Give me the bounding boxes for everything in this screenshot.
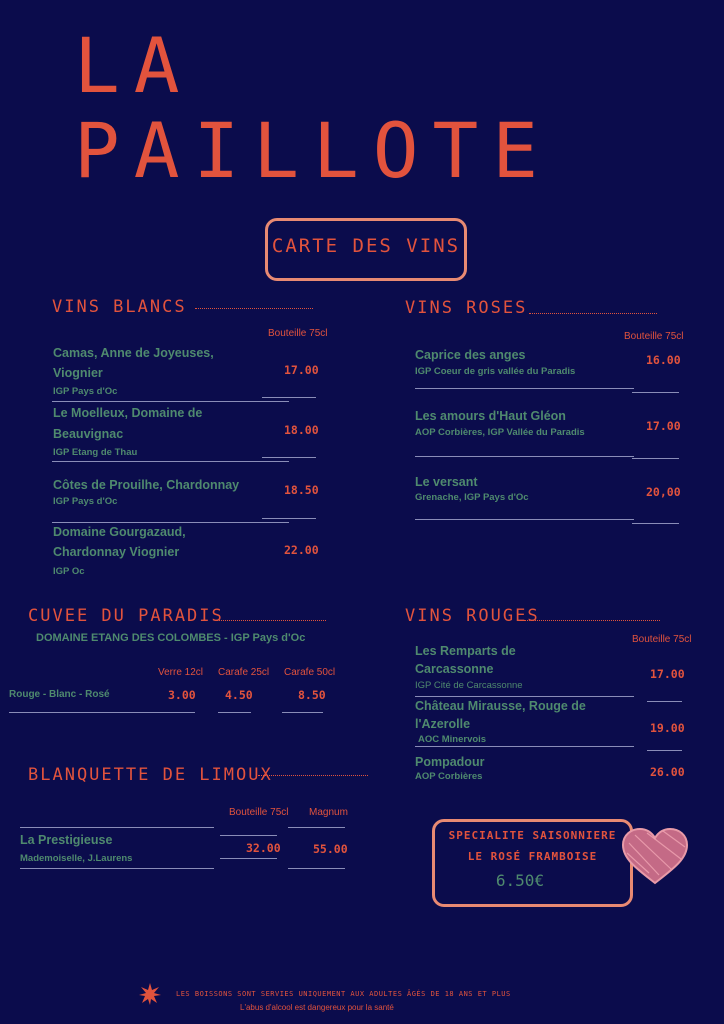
section-title-cuvee: CUVEE DU PARADIS xyxy=(28,606,224,626)
section-title-rouges: VINS ROUGES xyxy=(405,606,540,626)
footer-notice: LES BOISSONS SONT SERVIES UNIQUEMENT AUX ADULTES ÂGÉS DE 18 ANS ET PLUS xyxy=(176,990,511,998)
cuvee-domain: DOMAINE ETANG DES COLOMBES - IGP Pays d'Oc xyxy=(36,632,306,644)
price-rule xyxy=(218,712,251,713)
wine-appellation: IGP Oc xyxy=(53,566,85,577)
wine-appellation: IGP Etang de Thau xyxy=(53,447,138,458)
section-divider xyxy=(216,620,326,621)
wine-appellation: IGP Cité de Carcassonne xyxy=(415,680,523,691)
wine-price: 4.50 xyxy=(225,688,253,702)
wine-name: Les Remparts de xyxy=(415,644,516,658)
wine-name: Les amours d'Haut Gléon xyxy=(415,409,566,423)
wine-name: Viognier xyxy=(53,366,103,380)
special-title: SPECIALITE SAISONNIERE xyxy=(448,829,617,842)
wine-price: 16.00 xyxy=(646,353,681,367)
row-rule xyxy=(52,461,289,462)
price-rule xyxy=(632,523,679,524)
footer-warning: L'abus d'alcool est dangereux pour la santé xyxy=(240,1003,394,1012)
row-rule xyxy=(9,712,195,713)
wine-name: Chardonnay Viognier xyxy=(53,545,180,559)
column-header: Bouteille 75cl xyxy=(229,807,289,818)
row-rule xyxy=(52,401,289,402)
column-header: Magnum xyxy=(309,807,348,818)
wine-name: Le versant xyxy=(415,475,478,489)
price-rule xyxy=(262,397,316,398)
wine-appellation: IGP Pays d'Oc xyxy=(53,386,118,397)
section-divider xyxy=(258,775,368,776)
special-price: 6.50€ xyxy=(495,871,545,890)
price-rule xyxy=(632,458,679,459)
wine-appellation: AOC Minervois xyxy=(418,734,487,745)
special-wine: LE ROSÉ FRAMBOISE xyxy=(467,850,598,863)
wine-price: 55.00 xyxy=(313,842,348,856)
column-header: Bouteille 75cl xyxy=(632,634,692,645)
wine-name: Beauvignac xyxy=(53,427,124,441)
wine-price: 18.50 xyxy=(284,483,319,497)
wine-name: Le Moelleux, Domaine de xyxy=(53,406,203,420)
price-rule xyxy=(632,392,679,393)
wine-price: 8.50 xyxy=(298,688,326,702)
column-header: Carafe 25cl xyxy=(218,667,270,678)
row-rule xyxy=(415,746,634,747)
star-icon xyxy=(139,983,161,1005)
price-rule xyxy=(220,835,277,836)
row-rule xyxy=(20,868,214,869)
wine-price: 22.00 xyxy=(284,543,319,557)
row-rule xyxy=(415,519,634,520)
section-title-roses: VINS ROSES xyxy=(405,298,528,318)
wine-name: Pompadour xyxy=(415,755,485,769)
price-rule xyxy=(282,712,323,713)
price-rule xyxy=(647,701,682,702)
price-rule xyxy=(647,750,682,751)
row-rule xyxy=(415,456,634,457)
price-rule xyxy=(288,827,345,828)
column-header: Verre 12cl xyxy=(158,667,204,678)
section-divider xyxy=(529,313,657,314)
wine-name: Château Mirausse, Rouge de xyxy=(415,699,586,713)
wine-price: 19.00 xyxy=(650,721,685,735)
page-subtitle: CARTE DES VINS xyxy=(271,235,461,257)
row-rule xyxy=(20,827,214,828)
wine-name: Côtes de Prouilhe, Chardonnay xyxy=(53,478,240,492)
wine-name: Domaine Gourgazaud, xyxy=(53,525,186,539)
wine-name: Carcassonne xyxy=(415,662,494,676)
wine-price: 17.00 xyxy=(646,419,681,433)
row-rule xyxy=(415,388,634,389)
wine-appellation: Grenache, IGP Pays d'Oc xyxy=(415,492,529,503)
wine-appellation: Mademoiselle, J.Laurens xyxy=(20,853,133,864)
wine-name: La Prestigieuse xyxy=(20,833,113,847)
column-header: Carafe 50cl xyxy=(284,667,336,678)
section-divider xyxy=(524,620,660,621)
title-line2: PAILLOTE xyxy=(74,106,553,195)
wine-price: 20,00 xyxy=(646,485,681,499)
wine-name: Caprice des anges xyxy=(415,348,526,362)
wine-price: 32.00 xyxy=(246,841,281,855)
wine-appellation: AOP Corbières, IGP Vallée du Paradis xyxy=(415,427,585,438)
column-header: Bouteille 75cl xyxy=(268,328,328,339)
price-rule xyxy=(262,518,316,519)
wine-price: 18.00 xyxy=(284,423,319,437)
price-rule xyxy=(288,868,345,869)
price-rule xyxy=(220,858,277,859)
wine-price: 26.00 xyxy=(650,765,685,779)
wine-name: Camas, Anne de Joyeuses, xyxy=(53,346,214,360)
wine-price: 3.00 xyxy=(168,688,196,702)
price-rule xyxy=(262,457,316,458)
wine-appellation: IGP Coeur de gris vallée du Paradis xyxy=(415,366,576,377)
wine-name: l'Azerolle xyxy=(415,717,471,731)
cuvee-row-label: Rouge - Blanc - Rosé xyxy=(9,689,110,700)
wine-price: 17.00 xyxy=(284,363,319,377)
wine-appellation: IGP Pays d'Oc xyxy=(53,496,118,507)
wine-appellation: AOP Corbières xyxy=(415,771,483,782)
section-divider xyxy=(195,308,313,309)
section-title-blancs: VINS BLANCS xyxy=(52,297,187,317)
column-header: Bouteille 75cl xyxy=(624,331,684,342)
section-title-blanquette: BLANQUETTE DE LIMOUX xyxy=(28,765,273,785)
heart-icon xyxy=(619,825,691,889)
wine-price: 17.00 xyxy=(650,667,685,681)
title-line1: LA xyxy=(74,21,194,110)
